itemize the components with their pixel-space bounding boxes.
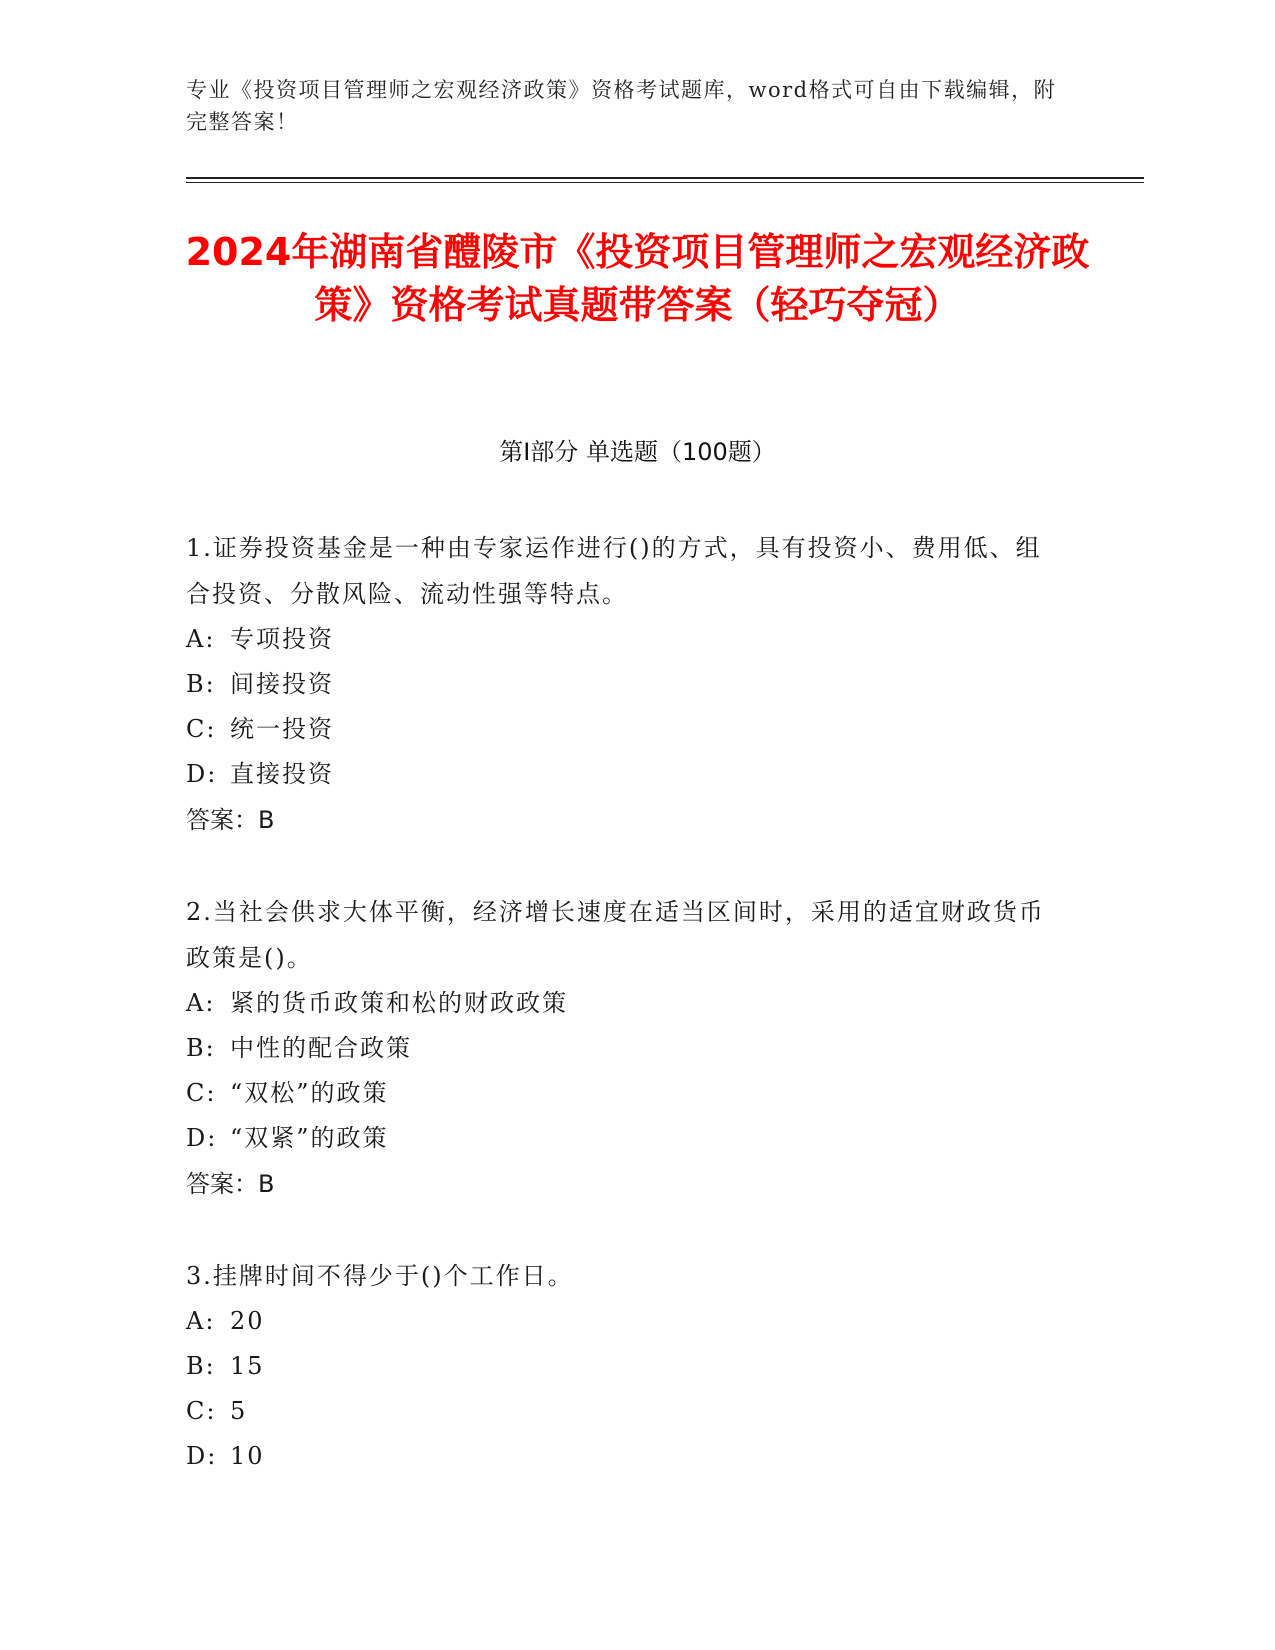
option-a bbox=[186, 1299, 1066, 1344]
option-text: 15 bbox=[230, 1352, 265, 1380]
option-d bbox=[186, 752, 1066, 797]
option-text: “双松”的政策 bbox=[230, 1079, 389, 1107]
question-1 bbox=[186, 525, 1066, 843]
option-letter: A: bbox=[186, 989, 216, 1017]
option-letter: C: bbox=[186, 1397, 217, 1425]
question-stem: 1.证券投资基金是一种由专家运作进行()的方式，具有投资小、费用低、组合投资、分散风险、流动性强等特点。 bbox=[186, 534, 1042, 608]
header-note: 专业《投资项目管理师之宏观经济政策》资格考试题库，word格式可自由下载编辑，附完整答案！ bbox=[186, 78, 1057, 134]
option-c bbox=[186, 707, 1066, 752]
option-c bbox=[186, 1389, 1066, 1434]
option-text: 紧的货币政策和松的财政政策 bbox=[230, 989, 568, 1017]
option-letter: B: bbox=[186, 1034, 216, 1062]
question-list bbox=[186, 525, 1066, 1525]
option-text: 专项投资 bbox=[230, 625, 334, 653]
option-letter: C: bbox=[186, 1079, 217, 1107]
option-letter: B: bbox=[186, 670, 216, 698]
option-text: 5 bbox=[230, 1397, 248, 1425]
option-letter: A: bbox=[186, 625, 216, 653]
option-a bbox=[186, 981, 1066, 1026]
option-c bbox=[186, 1071, 1066, 1116]
answer-line: 答案：B bbox=[186, 806, 275, 834]
option-letter: C: bbox=[186, 715, 217, 743]
option-d bbox=[186, 1434, 1066, 1479]
option-letter: A: bbox=[186, 1307, 216, 1335]
section-title: 第I部分 单选题（100题） bbox=[499, 438, 776, 466]
option-letter: D: bbox=[186, 760, 218, 788]
option-b bbox=[186, 1026, 1066, 1071]
option-letter: D: bbox=[186, 1124, 218, 1152]
header-divider-thick bbox=[186, 177, 1144, 179]
option-text: 10 bbox=[230, 1442, 265, 1470]
option-a bbox=[186, 617, 1066, 662]
option-b bbox=[186, 1344, 1066, 1389]
question-3 bbox=[186, 1253, 1066, 1479]
option-text: 中性的配合政策 bbox=[230, 1034, 412, 1062]
answer-line: 答案：B bbox=[186, 1170, 275, 1198]
header-divider-thin bbox=[186, 182, 1144, 183]
question-stem: 3.挂牌时间不得少于()个工作日。 bbox=[186, 1262, 574, 1290]
option-text: 20 bbox=[230, 1307, 265, 1335]
document-title: 2024年湖南省醴陵市《投资项目管理师之宏观经济政策》资格考试真题带答案（轻巧夺冠） bbox=[185, 230, 1090, 327]
option-d bbox=[186, 1116, 1066, 1161]
option-text: 直接投资 bbox=[230, 760, 334, 788]
option-letter: D: bbox=[186, 1442, 218, 1470]
question-stem: 2.当社会供求大体平衡，经济增长速度在适当区间时，采用的适宜财政货币政策是()。 bbox=[186, 898, 1045, 972]
option-b bbox=[186, 662, 1066, 707]
option-letter: B: bbox=[186, 1352, 216, 1380]
option-text: “双紧”的政策 bbox=[230, 1124, 389, 1152]
question-2 bbox=[186, 889, 1066, 1207]
option-text: 间接投资 bbox=[230, 670, 334, 698]
option-text: 统一投资 bbox=[230, 715, 334, 743]
